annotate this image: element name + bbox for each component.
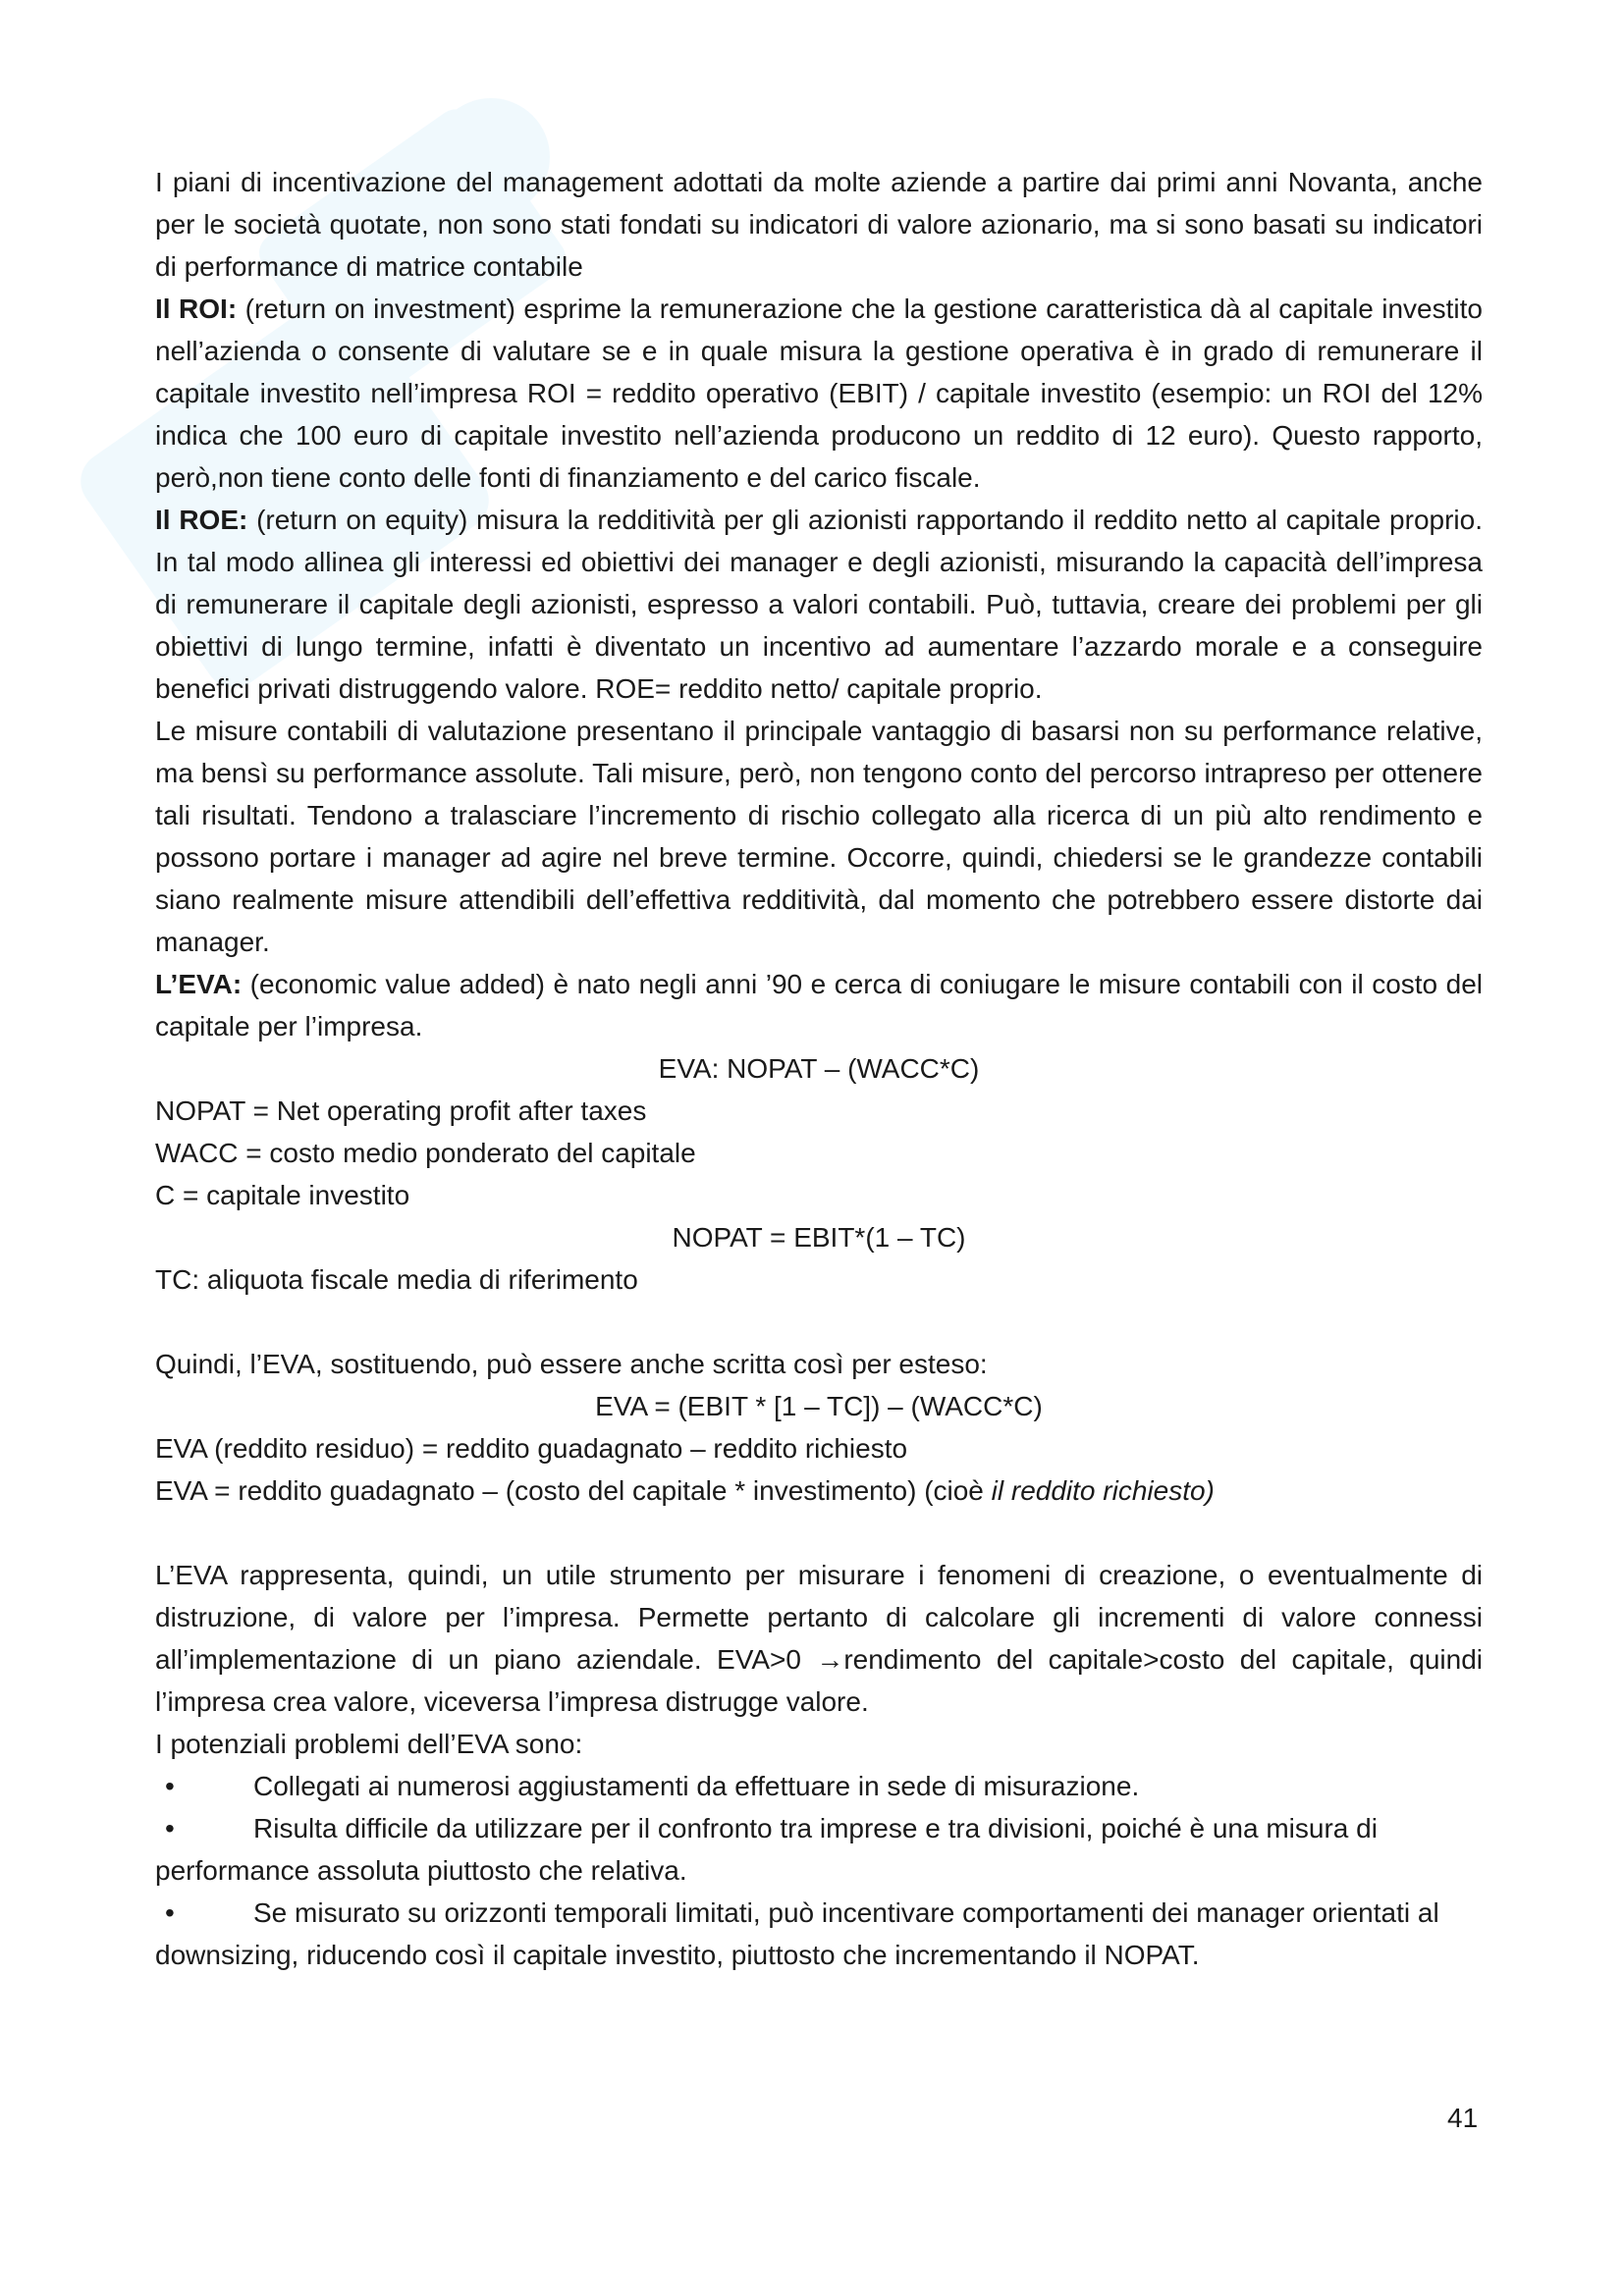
roe-paragraph [155, 499, 1483, 710]
roi-label: Il ROI: [155, 294, 238, 324]
definition-nopat: NOPAT = Net operating profit after taxes [155, 1095, 647, 1126]
bullet-item-2 [155, 1807, 1483, 1892]
bullet-item-3 [155, 1892, 1483, 1976]
eva-reddito-residuo: EVA (reddito residuo) = reddito guadagnato – reddito richiesto [155, 1433, 908, 1464]
roi-paragraph [155, 288, 1483, 499]
definition-wacc: WACC = costo medio ponderato del capitale [155, 1138, 696, 1168]
eva-label: L’EVA: [155, 969, 243, 999]
quindi-line: Quindi, l’EVA, sostituendo, può essere anche scritta così per esteso: [155, 1349, 988, 1379]
eva-text: (economic value added) è nato negli anni ’90 e cerca di coniugare le misure contabili con il costo del capitale per l’impresa. [155, 969, 1483, 1041]
eva-reddito-text: EVA = reddito guadagnato – (costo del capitale * investimento) (cioè [155, 1475, 992, 1506]
roe-label: Il ROE: [155, 505, 248, 535]
problemi-intro: I potenziali problemi dell’EVA sono: [155, 1729, 583, 1759]
eva-rappresenta-paragraph: L’EVA rappresenta, quindi, un utile strumento per misurare i fenomeni di creazione, o eventualmente di distruzione, di valore per l’impresa. Permette pertanto di calcolare gli incrementi di valore connessi all’implementazione di un piano aziendale. EVA>0 →rendimento del capitale>costo del capitale, quindi l’impresa crea valore, viceversa l’impresa distrugge valore. [155, 1560, 1483, 1717]
misure-paragraph: Le misure contabili di valutazione presentano il principale vantaggio di basarsi non su performance relative, ma bensì su performance assolute. Tali misure, però, non tengono conto del percorso intrapreso per ottenere tali risultati. Tendono a tralasciare l’incremento di rischio collegato alla ricerca di un più alto rendimento e possono portare i manager ad agire nel breve termine. Occorre, quindi, chiedersi se le grandezze contabili siano realmente misure attendibili dell’effettiva redditività, dal momento che potrebbero essere distorte dai manager. [155, 716, 1483, 957]
bullet-text: Risulta difficile da utilizzare per il confronto tra imprese e tra divisioni, poiché è una misura di performance assoluta piuttosto che relativa. [155, 1813, 1378, 1886]
bullet-icon: • [165, 1771, 175, 1801]
roi-text: (return on investment) esprime la remunerazione che la gestione caratteristica dà al capitale investito nell’azienda o consente di valutare se e in quale misura la gestione operativa è in grado di remunerare il capitale investito nell’impresa ROI = reddito operativo (EBIT) / capitale investito (esempio: un ROI del 12% indica che 100 euro di capitale investito nell’azienda producono un reddito di 12 euro). Questo rapporto, però,non tiene conto delle fonti di finanziamento e del carico fiscale. [155, 294, 1483, 493]
bullet-icon: • [165, 1897, 175, 1928]
page-body [155, 161, 1483, 1976]
bullet-text: Se misurato su orizzonti temporali limitati, può incentivare comportamenti dei manager orientati al downsizing, riducendo così il capitale investito, piuttosto che incrementando il NOPAT. [155, 1897, 1439, 1970]
eva-reddito-line [155, 1469, 1483, 1512]
eva-paragraph [155, 963, 1483, 1047]
page-number: 41 [1447, 2103, 1479, 2133]
intro-paragraph: I piani di incentivazione del management adottati da molte aziende a partire dai primi anni Novanta, anche per le società quotate, non sono stati fondati su indicatori di valore azionario, ma si sono basati su indicatori di performance di matrice contabile [155, 167, 1483, 282]
formula-eva: EVA: NOPAT – (WACC*C) [658, 1053, 980, 1084]
formula-eva-full: EVA = (EBIT * [1 – TC]) – (WACC*C) [595, 1391, 1043, 1421]
bullet-icon: • [165, 1813, 175, 1843]
bullet-item-1 [155, 1765, 1483, 1807]
definition-c: C = capitale investito [155, 1180, 410, 1210]
definition-tc: TC: aliquota fiscale media di riferimento [155, 1264, 638, 1295]
eva-reddito-italic: il reddito richiesto) [991, 1475, 1215, 1506]
bullet-text: Collegati ai numerosi aggiustamenti da effettuare in sede di misurazione. [253, 1771, 1140, 1801]
formula-nopat: NOPAT = EBIT*(1 – TC) [672, 1222, 966, 1253]
roe-text: (return on equity) misura la redditività per gli azionisti rapportando il reddito netto al capitale proprio. In tal modo allinea gli interessi ed obiettivi dei manager e degli azionisti, misurando la capacità dell’impresa di remunerare il capitale degli azionisti, espresso a valori contabili. Può, tuttavia, creare dei problemi per gli obiettivi di lungo termine, infatti è diventato un incentivo ad aumentare l’azzardo morale e a conseguire benefici privati distruggendo valore. ROE= reddito netto/ capitale proprio. [155, 505, 1483, 704]
